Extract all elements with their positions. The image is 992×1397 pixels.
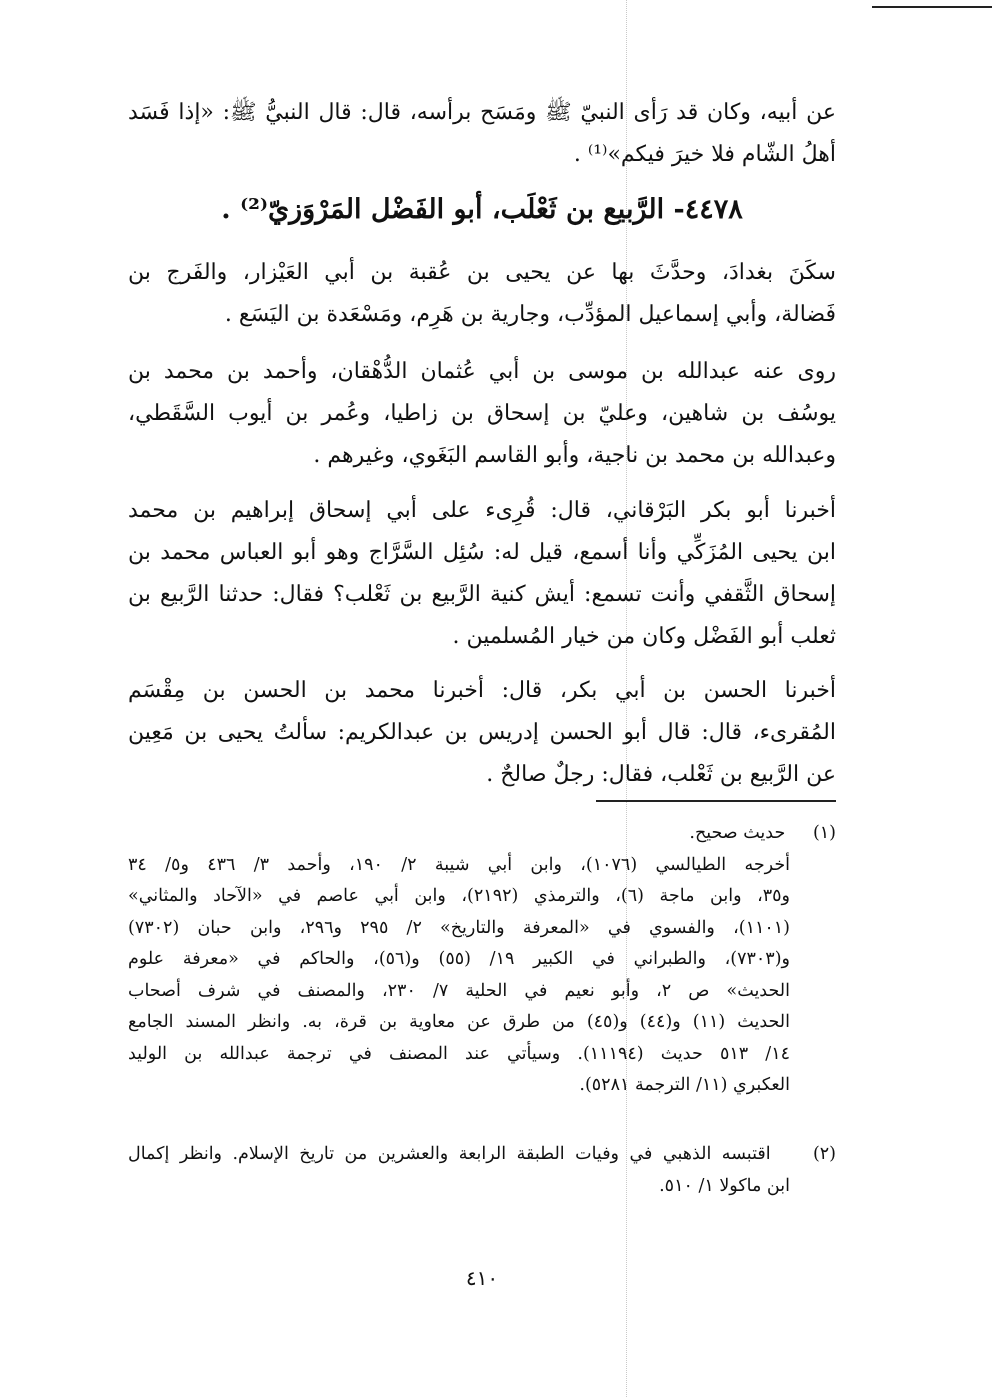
footnote-line: أخرجه الطيالسي (١٠٧٦)، وابن أبي شيبة ٢/ ١٩٠، وأحمد ٣/ ٤٣٦ و٥/ ٣٤ <box>128 854 790 875</box>
footnote-line: و(٧٣٠٣)، والطبراني في الكبير ١٩/ (٥٥) و(٥٦)، والحاكم في «معرفة علوم <box>128 949 790 969</box>
footnote-1 <box>128 818 836 1102</box>
text-line: ثعلب أبو الفَضْل وكان من خيار المُسلمين . <box>452 624 836 649</box>
text-line: روى عنه عبدالله بن موسى بن أبي عُثمان الدُّهْقان، وأحمد بن محمد بن <box>128 359 836 384</box>
footnote-number: (٢) <box>812 1144 836 1164</box>
entry-heading: ٤٤٧٨- الرَّبيع بن ثَعْلَب، أبو الفَضْل المَرْوَزيّ⁽²⁾ . <box>221 194 743 225</box>
paragraph-residence <box>128 252 836 336</box>
footnote-separator <box>596 800 836 802</box>
text-line: فَضالة، وأبي إسماعيل المؤدِّب، وجارية بن هَرِم، ومَسْعَدة بن اليَسَع . <box>224 302 836 327</box>
footnote-line: الحديث» ص ٢، وأبو نعيم في الحلية ٧/ ٢٣٠، والمصنف في شرف أصحاب <box>128 980 790 1001</box>
footnote-number: (١) <box>812 823 836 843</box>
text-line: أخبرنا أبو بكر البَرْقاني، قال: قُرِىء على أبي إسحاق إبراهيم بن محمد <box>128 498 836 523</box>
text-line: إسحاق الثَّقفي وأنت تسمع: أيش كنية الرَّبيع بن ثَعْلب؟ فقال: حدثنا الرَّبيع بن <box>128 582 836 607</box>
text-line: يوسُف بن شاهين، وعليّ بن إسحاق بن زاطيا، وعُمر بن أيوب السَّقَطي، <box>128 401 836 426</box>
paragraph-narrators <box>128 351 836 477</box>
text-line: وعبدالله بن محمد بن ناجية، وأبو القاسم البَغَوي، وغيرهم . <box>313 443 836 468</box>
footnote-body <box>128 1171 790 1203</box>
footnote-first-line <box>128 818 836 850</box>
footnote-body <box>128 850 790 1102</box>
footnote-first-line <box>128 1139 836 1171</box>
paragraph-kunya-report <box>128 490 836 658</box>
footnote-line: ١٤/ ٥١٣ حديث (١١١٩٤). وسيأتي عند المصنف في ترجمة عبدالله بن الوليد <box>128 1043 790 1064</box>
text-line: أهلُ الشّام فلا خيرَ فيكم»⁽¹⁾ . <box>573 142 836 167</box>
text-line: عن الرَّبيع بن ثَعْلب، فقال: رجلٌ صالحٌ . <box>486 762 836 787</box>
top-edge-rule <box>872 6 992 8</box>
footnote-text: حديث صحيح. <box>689 823 786 843</box>
footnote-line: ابن ماكولا ١/ ٥١٠. <box>659 1175 790 1196</box>
text-line: ابن يحيى المُزَكِّي وأنا أسمع، قيل له: سُئِل السَّرَّاج وهو أبو العباس محمد بن <box>128 540 836 565</box>
footnote-line: و٣٥، وابن ماجة (٦)، والترمذي (٢١٩٢)، وابن أبي عاصم في «الآحاد والمثاني» <box>128 886 790 906</box>
text-line: المُقرىء، قال: قال أبو الحسن إدريس بن عبدالكريم: سألتُ يحيى بن مَعِين <box>128 720 836 745</box>
footnote-text: اقتبسه الذهبي في وفيات الطبقة الرابعة والعشرين من تاريخ الإسلام. وانظر إكمال <box>128 1144 771 1164</box>
footnote-2 <box>128 1139 836 1202</box>
footnote-line: (١١٠١)، والفسوي في «المعرفة والتاريخ» ٢/ ٢٩٥ و٢٩٦، وابن حبان (٧٣٠٢) <box>128 917 790 938</box>
text-line: سكَنَ بغدادَ، وحدَّثَ بها عن يحيى بن عُقبة بن أبي العَيْزار، والفَرج بن <box>128 260 836 285</box>
footnote-line: الحديث (١١) و(٤٤) و(٤٥) من طرق عن معاوية بن قرة، به. وانظر المسند الجامع <box>128 1012 790 1032</box>
opening-paragraph <box>128 92 836 176</box>
footnote-line: العكبري (١١/ الترجمة ٥٢٨١). <box>579 1075 790 1095</box>
text-line: عن أبيه، وكان قد رَأى النبيّ ﷺ ومَسَح برأسه، قال: قال النبيُّ ﷺ: «إذا فَسَد <box>128 100 836 125</box>
text-line: أخبرنا الحسن بن أبي بكر، قال: أخبرنا محمد بن الحسن بن مِقْسَم <box>128 678 836 703</box>
page-number: ٤١٠ <box>465 1266 499 1290</box>
paragraph-ibn-main-verdict <box>128 670 836 796</box>
